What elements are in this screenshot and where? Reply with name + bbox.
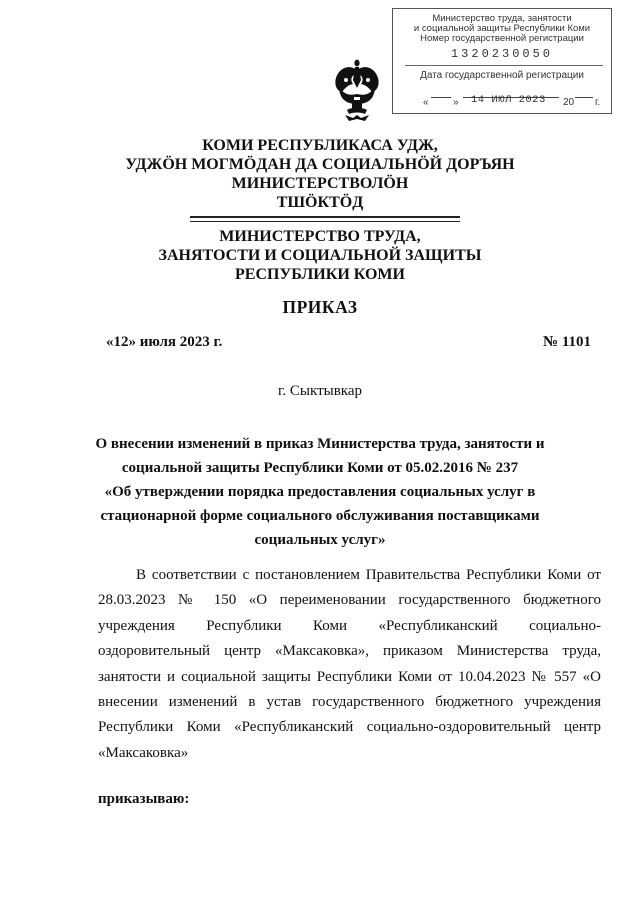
ru-header-line-2: ЗАНЯТОСТИ И СОЦИАЛЬНОЙ ЗАЩИТЫ	[158, 247, 482, 264]
ru-header-line-1: МИНИСТЕРСТВО ТРУДА,	[219, 228, 421, 245]
order-word: приказываю:	[98, 791, 190, 807]
registration-date: 14 ИЮЛ 2023	[471, 94, 546, 106]
body-paragraph: В соответствии с постановлением Правительства Республики Коми от 28.03.2023 № 150 «О переименовании государственного бюджетного учреждения Республики Коми «Республиканский социально-оздоровительный центр «Максаковка», приказом Министерства труда, занятости и социальной защиты Республики Коми от 10.04.2023 № 557 «О внесении изменений в устав государственного бюджетного учреждения Республики Коми «Республиканский социально-оздоровительный центр «Максаковка»	[98, 567, 601, 761]
document-type-title: ПРИКАЗ	[282, 297, 358, 317]
header-divider-thick	[190, 216, 460, 218]
subject-line-2: социальной защиты Республики Коми от 05.02.2016 № 237	[121, 460, 519, 476]
date-year-prefix: 20	[563, 97, 575, 108]
date-quote-close: »	[453, 97, 459, 108]
header-divider-thin	[190, 221, 460, 222]
stamp-divider	[405, 65, 603, 66]
date-year-underline	[575, 97, 593, 98]
registration-number: 1320230050	[450, 47, 553, 61]
date-day-underline	[431, 97, 451, 98]
komi-header-line-4: ТШӦКТӦД	[276, 194, 364, 211]
stamp-line-3: Номер государственной регистрации	[420, 33, 584, 44]
stamp-line-1: Министерство труда, занятости	[432, 13, 572, 24]
date-year-suffix: г.	[595, 97, 601, 108]
komi-header-line-2: УДЖӦН МОГМӦДАН ДА СОЦИАЛЬНӦЙ ДОРЪЯН	[125, 156, 515, 173]
document-number: № 1101	[543, 334, 591, 350]
subject-line-5: социальных услуг»	[254, 532, 386, 548]
komi-header-line-1: КОМИ РЕСПУБЛИКАСА УДЖ,	[202, 137, 438, 154]
subject-line-4: стационарной форме социального обслуживания поставщиками	[100, 508, 540, 524]
document-city: г. Сыктывкар	[277, 383, 363, 399]
registration-date-label: Дата государственной регистрации	[420, 70, 584, 81]
ru-header-line-3: РЕСПУБЛИКИ КОМИ	[235, 266, 405, 283]
komi-header-line-3: МИНИСТЕРСТВОЛӦН	[231, 175, 409, 192]
registration-stamp	[392, 8, 612, 114]
stamp-line-2: и социальной защиты Республики Коми	[413, 23, 591, 34]
document-date: «12» июля 2023 г.	[106, 334, 223, 350]
subject-line-1: О внесении изменений в приказ Министерства труда, занятости и	[95, 436, 545, 452]
registration-date-row	[423, 94, 603, 111]
date-quote-open: «	[423, 97, 429, 108]
subject-line-3: «Об утверждении порядка предоставления социальных услуг в	[104, 484, 536, 500]
komi-emblem-icon	[331, 58, 383, 122]
